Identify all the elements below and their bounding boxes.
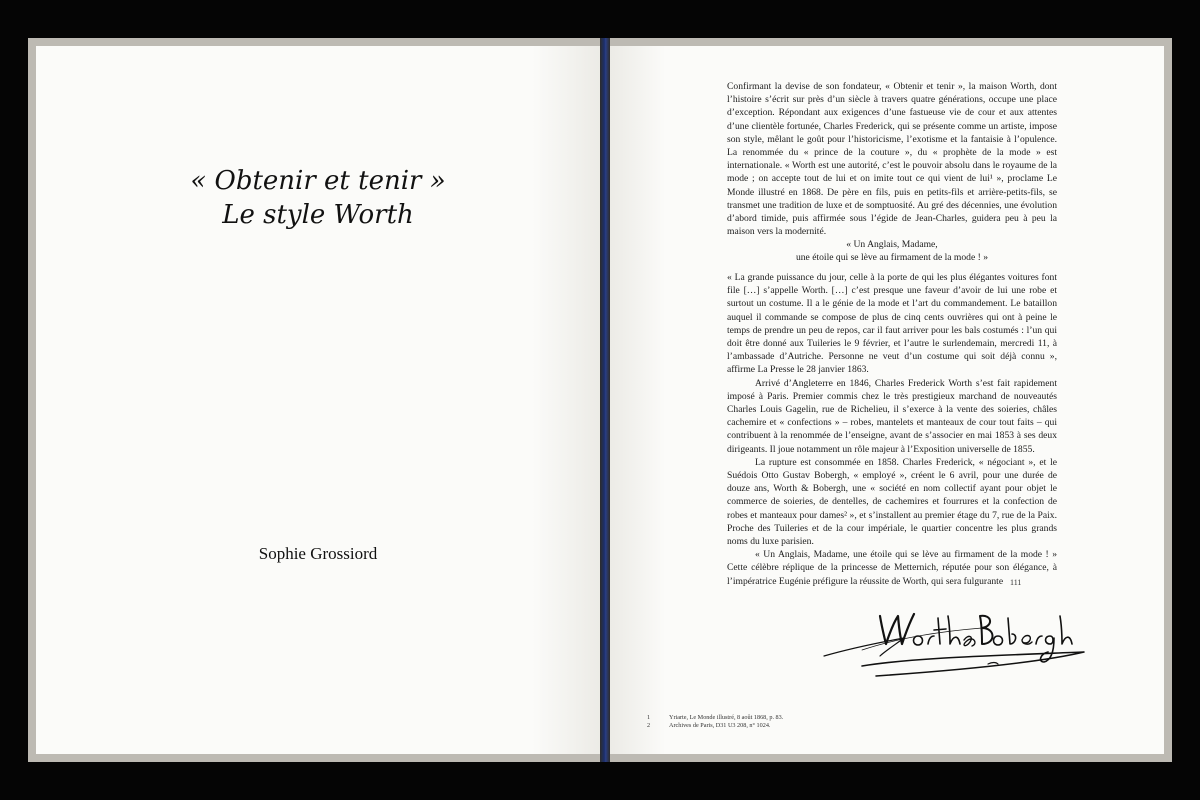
quote-line-1: « Un Anglais, Madame, [846,239,938,250]
paragraph-1: Confirmant la devise de son fondateur, « Obtenir et tenir », la maison Worth, dont l’histoire s’écrit sur près d’un siècle à travers quatre générations, occupe une place d’exception. Répondant aux exigences d’une fastueuse vie de cour et aux attentes d’une clientèle fortunée, Charles Frederick, qui se présente comme un artiste, impose son style, mêlant le goût pour l’historicisme, l’exotisme et la fantaisie à l’opulence. La renommée du « prince de la couture », du « prophète de la mode » est internationale. « Worth est une autorité, c’est le pouvoir absolu dans le royaume de la mode ; on accepte tout de lui et on imite tout ce qui vient de lui¹ », proclame Le Monde illustré en 1868. De père en fils, puis en petits-fils et arrière-petits-fils, se transmet une tradition de luxe et de somptuosité. Au gré des décennies, une évolution d’abord timide, puis affirmée sous l’égide de Jean-Charles, guidera peu à peu la maison vers la modernité. [727,81,1057,238]
page-number: 111 [1010,578,1022,587]
footnote-text: Archives de Paris, D31 U3 208, n° 1024. [669,722,771,729]
right-page [610,46,1164,754]
chapter-title-line-2: Le style Worth [222,200,414,230]
footnote-number: 2 [647,722,651,729]
paragraph-5: « Un Anglais, Madame, une étoile qui se lève au firmament de la mode ! » Cette célèbre réplique de la princesse de Metternich, réputée pour son élégance, à l’impératrice Eugénie préfigure la réussite de Worth, qui sera fulgurante [727,549,1057,587]
left-page [36,46,600,754]
footnote-2 [647,722,783,730]
footnote-number: 1 [647,714,651,721]
paragraph-4: La rupture est consommée en 1858. Charles Frederick, « négociant », et le Suédois Otto Gustav Bobergh, « employé », créent le 6 avril, pour une durée de douze ans, Worth & Bobergh, une « société en nom collectif ayant pour objet le commerce de soieries, de dentelles, de cachemires et fourrures et la confection de robes et manteaux pour dames² », et s’installent au premier étage du 7, rue de la Paix. Proche des Tuileries et de la cour impériale, le quartier concentre les plus grands noms du luxe parisien. [727,456,1057,548]
footnotes [647,714,783,730]
book-spine [600,38,610,762]
paragraph-3: Arrivé d’Angleterre en 1846, Charles Frederick Worth s’est fait rapidement imposé à Paris. Premier commis chez le très prestigieux marchand de nouveautés Charles Louis Gagelin, rue de Richelieu, il s’exerce à la vente des soieries, châles cachemire et « confections » – robes, mantelets et manteaux de cour tout faits – qui contribuent à la renommée de l’enseigne, avant de s’associer en mai 1853 à ses deux dirigeants. Il joue notamment un rôle majeur à l’Exposition universelle de 1855. [727,377,1057,455]
author-name: Sophie Grossiord [258,544,378,563]
chapter-title-line-1: « Obtenir et tenir » [190,166,446,196]
footnote-text: Yriarte, Le Monde illustré, 8 août 1868, p. 83. [669,714,784,721]
chapter-title [36,164,600,232]
open-book [28,38,1172,762]
intro-paragraph [727,80,1057,238]
footnote-1 [647,714,783,722]
quote-line-2: une étoile qui se lève au firmament de la mode ! » [795,252,989,264]
epigraph-quote [727,238,1057,264]
paragraph-2: « La grande puissance du jour, celle à la porte de qui les plus élégantes voitures font file […] s’appelle Worth. […] c’est presque une faveur d’avoir de lui une robe et surtout un costume. Il a le génie de la mode et l’art du commandement. Le bataillon auquel il commande se compose de plus de cinq cents ouvrières qui ont à peine le temps de prendre un peu de repos, car il faut arriver pour les bals costumés : l’un qui doit être donné aux Tuileries le 9 février, et l’autre le surlendemain, mercredi 11, à l’ambassade d’Autriche. Personne ne veut d’un costume qui soit déjà connu », affirme La Presse le 28 janvier 1863. [727,272,1057,376]
body-text [727,271,1057,588]
worth-bobergh-signature [822,606,1092,678]
